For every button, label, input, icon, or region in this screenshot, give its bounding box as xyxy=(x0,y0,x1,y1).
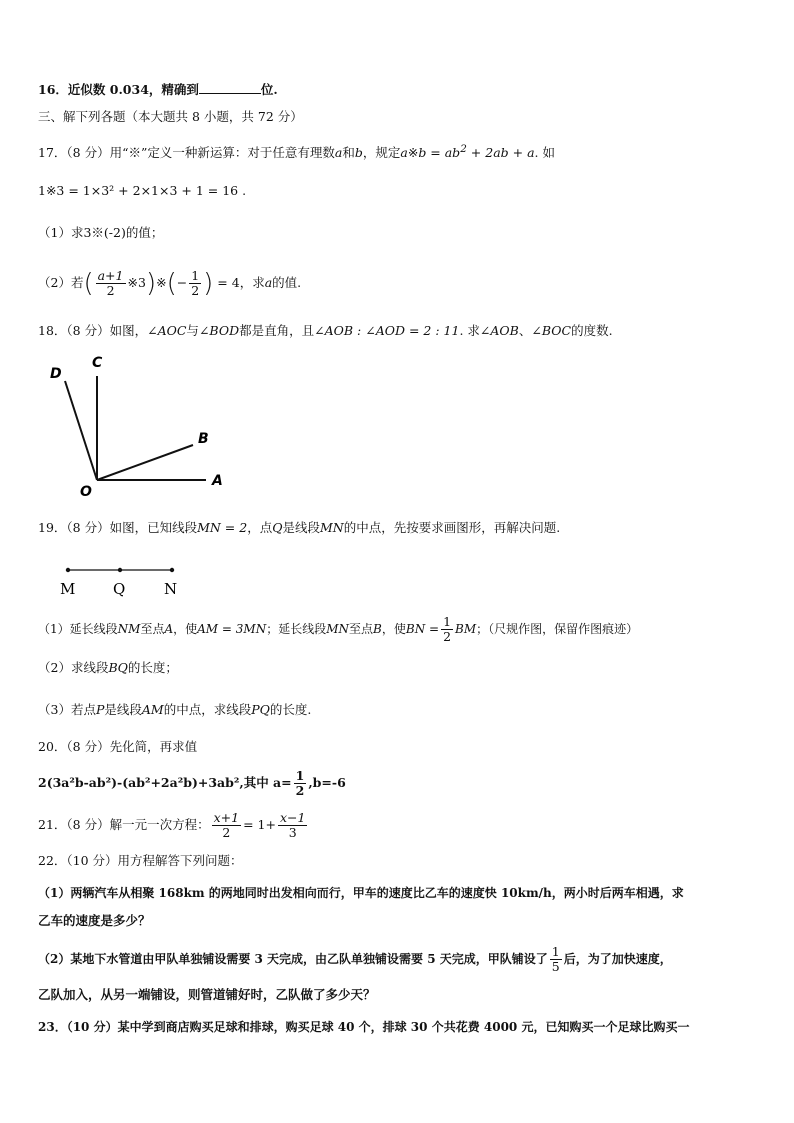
label-q: Q xyxy=(113,580,126,598)
label-m: M xyxy=(60,580,76,598)
section-heading: 三、解下列各题（本大题共 8 小题，共 72 分） xyxy=(38,109,303,124)
point-n xyxy=(170,568,174,572)
q19-part2: （2）求线段BQ的长度； xyxy=(38,660,178,675)
question-21: 21．（8 分）解一元一次方程： $\frac{x+1}{2}$ = 1+ $\frac{x-1}{3}$ xyxy=(38,810,306,840)
label-n: N xyxy=(164,580,178,598)
q19-part1: （1）延长线段NM至点A，使AM = 3MN；延长线段MN至点B，使BN = $\frac{1}{2}$ BM；（尺规作图，保留作图痕迹） xyxy=(38,614,639,644)
question-22: 22．（10 分）用方程解答下列问题： xyxy=(38,853,243,868)
segment-figure xyxy=(55,560,195,600)
q22-part2-line2: 乙队加入，从另一端铺设，则管道铺好时，乙队做了多少天？ xyxy=(38,987,376,1002)
operation-definition: a※b = $ab^2 + 2ab + a$ xyxy=(400,143,535,161)
point-q xyxy=(118,568,122,572)
point-m xyxy=(66,568,70,572)
q20-expression: 2(3a²b-ab²)-(ab²+2a²b)+3ab²,其中 a= $\frac{1}{2}$ ,b=-6 xyxy=(38,768,346,798)
q22-part1-line1: （1）两辆汽车从相聚 168km 的两地同时出发相向而行，甲车的速度比乙车的速度快 10km/h，两小时后两车相遇，求 xyxy=(38,886,684,900)
question-16: 16．近似数 0.034，精确到 位. xyxy=(38,82,278,97)
label-d: D xyxy=(50,366,62,382)
q19-part3: （3）若点P是线段AM的中点，求线段PQ的长度. xyxy=(38,702,312,717)
label-b: B xyxy=(198,431,209,447)
label-a: A xyxy=(212,473,223,489)
question-19: 19．（8 分）如图，已知线段MN = 2，点Q是线段MN的中点，先按要求画图形，再解决问题. xyxy=(38,520,561,535)
ray-ob xyxy=(97,445,193,480)
label-c: C xyxy=(92,355,103,371)
q17-example: 1※3 = 1×3² + 2×1×3 + 1 = 16 . xyxy=(38,183,247,198)
q22-part1-line2: 乙车的速度是多少？ xyxy=(38,913,151,928)
q22-part2-line1: （2）某地下水管道由甲队单独铺设需要 3 天完成，由乙队单独铺设需要 5 天完成，甲队铺设了 $\frac{1}{5}$ 后，为了加快速度， xyxy=(38,944,672,974)
label-o: O xyxy=(80,484,92,500)
question-20: 20．（8 分）先化简，再求值 xyxy=(38,739,198,754)
q17-part1: （1）求3※(-2)的值； xyxy=(38,225,164,240)
question-23: 23．（10 分）某中学到商店购买足球和排球，购买足球 40 个，排球 30 个共花费 4000 元，已知购买一个足球比购买一 xyxy=(38,1020,690,1034)
angle-figure xyxy=(40,348,240,503)
question-18: 18．（8 分）如图，∠AOC与∠BOD都是直角，且∠AOB : ∠AOD = 2 : 11. 求∠AOB、∠BOC的度数. xyxy=(38,323,613,338)
question-17: 17．（8 分）用“※”定义一种新运算：对于任意有理数a和b，规定a※b = $ab^2 + 2ab + a$. 如 xyxy=(38,143,555,161)
q17-part2: （2）若( $\frac{a+1}{2}$ ※3)※(− $\frac{1}{2}$ ) = 4，求a的值. xyxy=(38,268,302,299)
ray-od xyxy=(65,381,97,480)
answer-blank xyxy=(199,81,261,94)
